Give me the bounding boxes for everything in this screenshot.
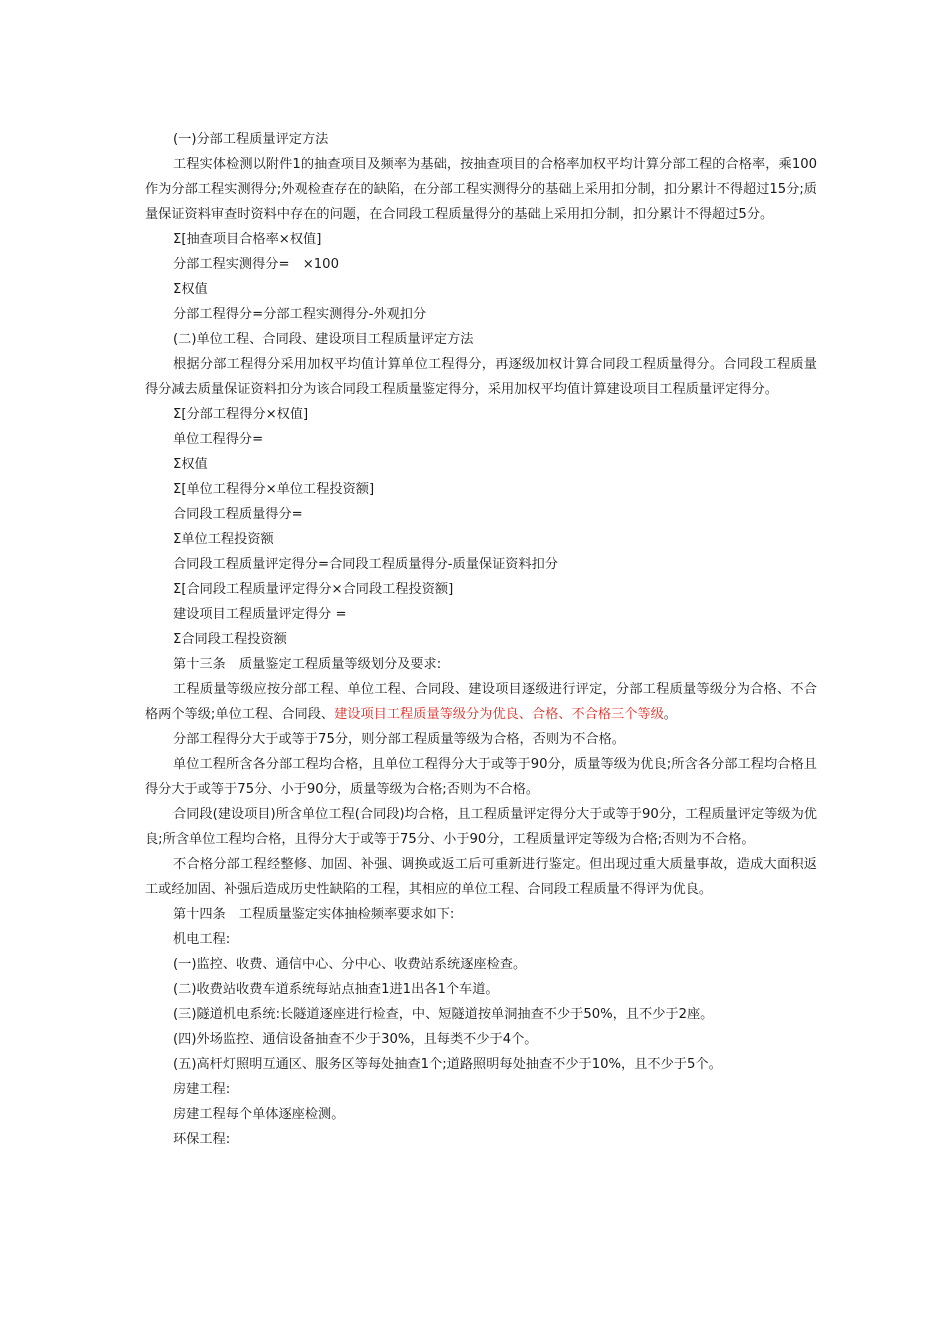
article-heading: 第十四条 工程质量鉴定实体抽检频率要求如下: <box>173 907 455 922</box>
formula-numerator: Σ[单位工程得分×单位工程投资额] <box>173 482 375 497</box>
paragraph: 单位工程所含各分部工程均合格，且单位工程得分大于或等于90分，质量等级为优良;所含各分部工程均合格且得分大于或等于75分、小于90分，质量等级为合格;否则为不合格。 <box>145 757 817 797</box>
article-heading: 第十三条 质量鉴定工程质量等级划分及要求: <box>173 657 442 672</box>
paragraph: 房建工程每个单体逐座检测。 <box>173 1107 345 1122</box>
list-item: (二)收费站收费车道系统每站点抽查1进1出各1个车道。 <box>173 982 499 997</box>
highlighted-text: 建设项目工程质量等级分为优良、合格、不合格三个等级 <box>334 707 664 722</box>
formula-numerator: Σ[合同段工程质量评定得分×合同段工程投资额] <box>173 582 454 597</box>
paragraph: 根据分部工程得分采用加权平均值计算单位工程得分，再逐级加权计算合同段工程质量得分。合同段工程质量得分减去质量保证资料扣分为该合同段工程质量鉴定得分，采用加权平均值计算建设项目工程质量评定得分。 <box>145 357 817 397</box>
section-heading: (一)分部工程质量评定方法 <box>173 132 329 147</box>
list-item: (五)高杆灯照明互通区、服务区等每处抽查1个;道路照明每处抽查不少于10%，且不少于5个。 <box>173 1057 722 1072</box>
document-body <box>145 127 817 1152</box>
section-heading: (二)单位工程、合同段、建设项目工程质量评定方法 <box>173 332 474 347</box>
paragraph-text: 。 <box>663 707 677 722</box>
paragraph-text: 工程质量等级应按分部工程、单位工程、合同段、建设项目逐级进行评定，分部工程质量等级分为合格、不合格两个等级;单位工程、合同段、 <box>145 682 817 722</box>
subsection-heading: 房建工程: <box>173 1082 231 1097</box>
formula-line: 合同段工程质量得分= <box>173 507 303 522</box>
paragraph <box>145 677 817 727</box>
paragraph: 分部工程得分大于或等于75分，则分部工程质量等级为合格，否则为不合格。 <box>173 732 625 747</box>
subsection-heading: 机电工程: <box>173 932 231 947</box>
formula-line: 合同段工程质量评定得分=合同段工程质量得分-质量保证资料扣分 <box>173 557 559 572</box>
formula-numerator: Σ[分部工程得分×权值] <box>173 407 309 422</box>
formula-line: 建设项目工程质量评定得分 = <box>173 607 347 622</box>
formula-line: 分部工程实测得分= ×100 <box>173 257 339 272</box>
paragraph: 不合格分部工程经整修、加固、补强、调换或返工后可重新进行鉴定。但出现过重大质量事故，造成大面积返工或经加固、补强后造成历史性缺陷的工程，其相应的单位工程、合同段工程质量不得评为优良。 <box>145 857 817 897</box>
formula-denominator: Σ权值 <box>173 457 208 472</box>
formula-denominator: Σ合同段工程投资额 <box>173 632 287 647</box>
formula-line: 分部工程得分=分部工程实测得分-外观扣分 <box>173 307 427 322</box>
formula-denominator: Σ单位工程投资额 <box>173 532 274 547</box>
paragraph: 工程实体检测以附件1的抽查项目及频率为基础，按抽查项目的合格率加权平均计算分部工程的合格率，乘100作为分部工程实测得分;外观检查存在的缺陷，在分部工程实测得分的基础上采用扣分制，扣分累计不得超过15分;质量保证资料审查时资料中存在的问题，在合同段工程质量得分的基础上采用扣分制，扣分累计不得超过5分。 <box>145 157 817 222</box>
paragraph: 合同段(建设项目)所含单位工程(合同段)均合格，且工程质量评定得分大于或等于90分，工程质量评定等级为优良;所含单位工程均合格，且得分大于或等于75分、小于90分，工程质量评定等级为合格;否则为不合格。 <box>145 807 817 847</box>
formula-line: 单位工程得分= <box>173 432 264 447</box>
formula-numerator: Σ[抽查项目合格率×权值] <box>173 232 322 247</box>
list-item: (三)隧道机电系统:长隧道逐座进行检查，中、短隧道按单洞抽查不少于50%，且不少于2座。 <box>173 1007 714 1022</box>
formula-denominator: Σ权值 <box>173 282 208 297</box>
subsection-heading: 环保工程: <box>173 1132 231 1147</box>
list-item: (四)外场监控、通信设备抽查不少于30%，且每类不少于4个。 <box>173 1032 538 1047</box>
list-item: (一)监控、收费、通信中心、分中心、收费站系统逐座检查。 <box>173 957 527 972</box>
